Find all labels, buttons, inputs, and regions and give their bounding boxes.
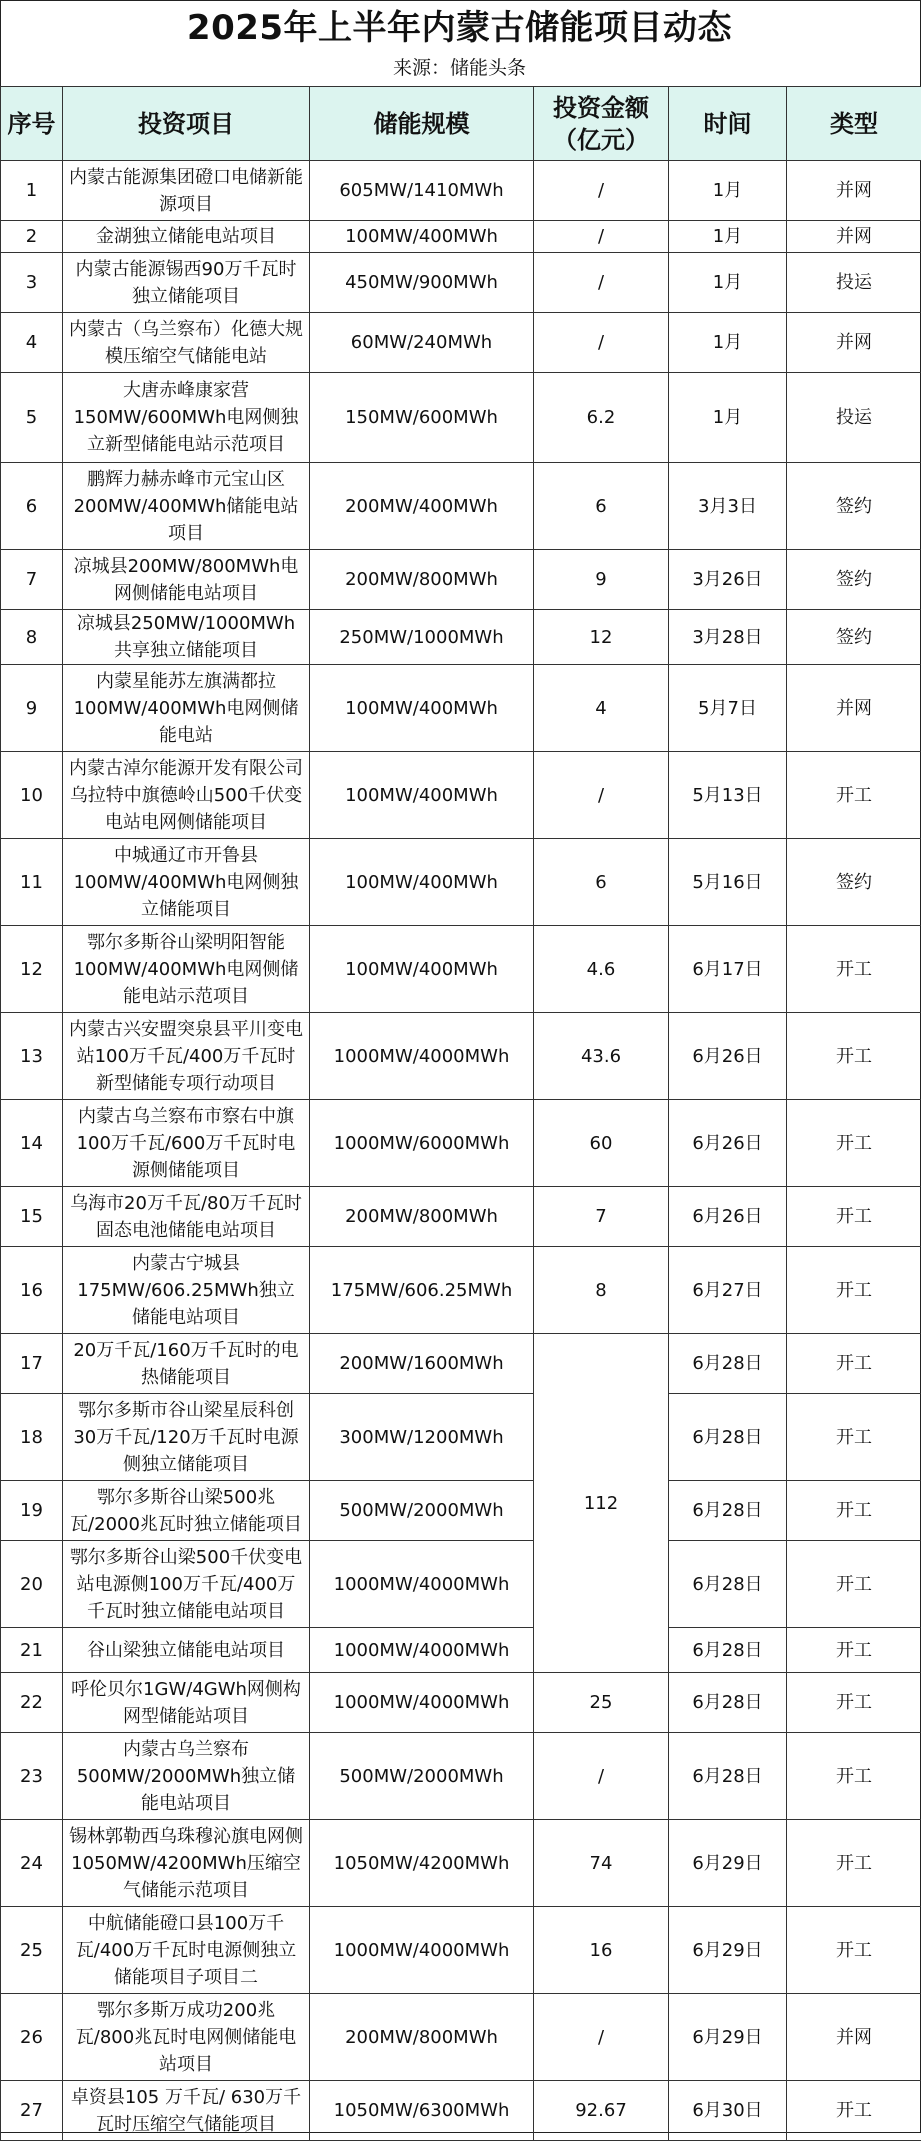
cell-amount: 9 — [534, 550, 669, 610]
cell-amount: 25 — [534, 1673, 669, 1733]
header-no: 序号 — [1, 87, 63, 161]
cell-scale: 100MW/400MWh — [310, 926, 534, 1013]
cell-time: 1月 — [669, 313, 787, 373]
cell-time: 5月13日 — [669, 752, 787, 839]
table-row — [1, 1733, 921, 1820]
cell-no: 27 — [1, 2081, 63, 2141]
cell-scale: 175MW/606.25MWh — [310, 1247, 534, 1334]
header-amount: 投资金额（亿元） — [534, 87, 669, 161]
cell-amount: 60 — [534, 1100, 669, 1187]
cell-project: 20万千瓦/160万千瓦时的电热储能项目 — [63, 1334, 310, 1394]
cell-time: 6月28日 — [669, 1541, 787, 1628]
cell-project: 内蒙古宁城县175MW/606.25MWh独立储能电站项目 — [63, 1247, 310, 1334]
cell-time: 6月28日 — [669, 1673, 787, 1733]
cell-project: 锡林郭勒西乌珠穆沁旗电网侧1050MW/4200MWh压缩空气储能示范项目 — [63, 1820, 310, 1907]
cell-amount: / — [534, 253, 669, 313]
cell-time: 1月 — [669, 373, 787, 463]
cell-scale: 500MW/2000MWh — [310, 1733, 534, 1820]
cell-amount: 6 — [534, 839, 669, 926]
cell-type: 开工 — [787, 1481, 921, 1541]
cell-time: 6月17日 — [669, 926, 787, 1013]
cell-scale: 1000MW/4000MWh — [310, 1013, 534, 1100]
cell-time: 3月28日 — [669, 610, 787, 665]
table-row — [1, 665, 921, 752]
cell-type: 签约 — [787, 550, 921, 610]
cell-scale: 200MW/1600MWh — [310, 1334, 534, 1394]
cell-no: 1 — [1, 161, 63, 221]
table-row — [1, 313, 921, 373]
cell-project: 内蒙星能苏左旗满都拉100MW/400MWh电网侧储能电站 — [63, 665, 310, 752]
cell-project: 呼伦贝尔1GW/4GWh网侧构网型储能站项目 — [63, 1673, 310, 1733]
cell-type: 投运 — [787, 373, 921, 463]
cell-time: 6月28日 — [669, 1334, 787, 1394]
cell-time: 1月 — [669, 253, 787, 313]
table-row — [1, 463, 921, 550]
cell-time: 6月28日 — [669, 1733, 787, 1820]
cell-time: 3月26日 — [669, 550, 787, 610]
cell-project: 凉城县200MW/800MWh电网侧储能电站项目 — [63, 550, 310, 610]
cell-amount: / — [534, 313, 669, 373]
cell-project: 内蒙古淖尔能源开发有限公司乌拉特中旗德岭山500千伏变电站电网侧储能项目 — [63, 752, 310, 839]
cell-amount: 74 — [534, 1820, 669, 1907]
cell-type: 开工 — [787, 1907, 921, 1994]
cell-amount: 4.6 — [534, 926, 669, 1013]
projects-table — [0, 86, 921, 2141]
cell-type: 签约 — [787, 610, 921, 665]
cell-project: 中航储能磴口县100万千瓦/400万千瓦时电源侧独立储能项目子项目二 — [63, 1907, 310, 1994]
cell-scale: 300MW/1200MWh — [310, 1394, 534, 1481]
cell-time: 6月29日 — [669, 1994, 787, 2081]
header-type: 类型 — [787, 87, 921, 161]
table-row — [1, 221, 921, 253]
cell-no: 24 — [1, 1820, 63, 1907]
cell-amount: / — [534, 752, 669, 839]
cell-no: 17 — [1, 1334, 63, 1394]
cell-amount: 8 — [534, 1247, 669, 1334]
cell-no: 18 — [1, 1394, 63, 1481]
cell-type: 开工 — [787, 1334, 921, 1394]
cell-time: 6月28日 — [669, 1481, 787, 1541]
cell-project: 内蒙古（乌兰察布）化德大规模压缩空气储能电站 — [63, 313, 310, 373]
cell-type: 开工 — [787, 1100, 921, 1187]
table-row — [1, 373, 921, 463]
cell-scale: 60MW/240MWh — [310, 313, 534, 373]
cell-project: 内蒙古乌兰察布500MW/2000MWh独立储能电站项目 — [63, 1733, 310, 1820]
cell-project: 内蒙古能源锡西90万千瓦时独立储能项目 — [63, 253, 310, 313]
cell-amount: 4 — [534, 665, 669, 752]
cell-no: 10 — [1, 752, 63, 839]
cell-no: 6 — [1, 463, 63, 550]
cell-scale: 1000MW/4000MWh — [310, 1673, 534, 1733]
cell-amount: 12 — [534, 610, 669, 665]
cell-time: 6月28日 — [669, 1394, 787, 1481]
cell-project: 鄂尔多斯谷山梁明阳智能100MW/400MWh电网侧储能电站示范项目 — [63, 926, 310, 1013]
cell-time: 3月3日 — [669, 463, 787, 550]
table-row — [1, 610, 921, 665]
cell-amount: 6.2 — [534, 373, 669, 463]
cell-type: 开工 — [787, 1013, 921, 1100]
cell-scale: 1050MW/4200MWh — [310, 1820, 534, 1907]
header-time: 时间 — [669, 87, 787, 161]
cell-project: 卓资县105 万千瓦/ 630万千瓦时压缩空气储能项目 — [63, 2081, 310, 2141]
cell-type: 开工 — [787, 1187, 921, 1247]
table-row — [1, 550, 921, 610]
cell-time: 6月29日 — [669, 1820, 787, 1907]
table-row — [1, 1907, 921, 1994]
cell-type: 开工 — [787, 1628, 921, 1673]
cell-no: 3 — [1, 253, 63, 313]
table-row — [1, 1673, 921, 1733]
cell-scale: 150MW/600MWh — [310, 373, 534, 463]
cell-type: 并网 — [787, 313, 921, 373]
cell-type: 开工 — [787, 1394, 921, 1481]
cell-time: 6月27日 — [669, 1247, 787, 1334]
cell-type: 开工 — [787, 1820, 921, 1907]
cell-type: 开工 — [787, 1247, 921, 1334]
cell-type: 并网 — [787, 161, 921, 221]
cell-no: 11 — [1, 839, 63, 926]
cell-amount: 7 — [534, 1187, 669, 1247]
cell-no: 7 — [1, 550, 63, 610]
cell-time: 5月7日 — [669, 665, 787, 752]
cell-project: 鄂尔多斯谷山梁500千伏变电站电源侧100万千瓦/400万千瓦时独立储能电站项目 — [63, 1541, 310, 1628]
cell-type: 开工 — [787, 752, 921, 839]
cell-scale: 200MW/800MWh — [310, 1187, 534, 1247]
cell-no: 25 — [1, 1907, 63, 1994]
cell-scale: 1000MW/6000MWh — [310, 1100, 534, 1187]
cell-scale: 200MW/400MWh — [310, 463, 534, 550]
cell-time: 1月 — [669, 161, 787, 221]
cell-project: 凉城县250MW/1000MWh共享独立储能项目 — [63, 610, 310, 665]
cell-amount: 43.6 — [534, 1013, 669, 1100]
cell-scale: 100MW/400MWh — [310, 665, 534, 752]
cell-type: 开工 — [787, 1673, 921, 1733]
table-row — [1, 1334, 921, 1394]
cell-type: 开工 — [787, 1541, 921, 1628]
cell-project: 金湖独立储能电站项目 — [63, 221, 310, 253]
table-row — [1, 1994, 921, 2081]
cell-amount: / — [534, 161, 669, 221]
cell-no: 23 — [1, 1733, 63, 1820]
cell-no: 21 — [1, 1628, 63, 1673]
page-title: 2025年上半年内蒙古储能项目动态 — [0, 0, 919, 52]
cell-no: 20 — [1, 1541, 63, 1628]
source-line: 来源：储能头条 — [0, 50, 919, 86]
cell-no: 8 — [1, 610, 63, 665]
cell-type: 开工 — [787, 1733, 921, 1820]
cell-project: 鄂尔多斯万成功200兆瓦/800兆瓦时电网侧储能电站项目 — [63, 1994, 310, 2081]
cell-type: 签约 — [787, 839, 921, 926]
table-row — [1, 1247, 921, 1334]
header-scale: 储能规模 — [310, 87, 534, 161]
cell-time: 5月16日 — [669, 839, 787, 926]
cell-scale: 500MW/2000MWh — [310, 1481, 534, 1541]
table-row — [1, 752, 921, 839]
cell-scale: 605MW/1410MWh — [310, 161, 534, 221]
cell-time: 6月30日 — [669, 2081, 787, 2141]
cell-type: 投运 — [787, 253, 921, 313]
cell-project: 内蒙古能源集团磴口电储新能源项目 — [63, 161, 310, 221]
cell-amount: / — [534, 221, 669, 253]
cell-project: 内蒙古兴安盟突泉县平川变电站100万千瓦/400万千瓦时新型储能专项行动项目 — [63, 1013, 310, 1100]
cell-no: 4 — [1, 313, 63, 373]
table-row — [1, 1820, 921, 1907]
cell-no: 13 — [1, 1013, 63, 1100]
cell-type: 并网 — [787, 665, 921, 752]
cell-project: 乌海市20万千瓦/80万千瓦时固态电池储能电站项目 — [63, 1187, 310, 1247]
cell-time: 6月26日 — [669, 1100, 787, 1187]
cell-no: 2 — [1, 221, 63, 253]
cell-scale: 200MW/800MWh — [310, 1994, 534, 2081]
cell-scale: 1000MW/4000MWh — [310, 1541, 534, 1628]
cell-project: 中城通辽市开鲁县100MW/400MWh电网侧独立储能项目 — [63, 839, 310, 926]
cell-no: 26 — [1, 1994, 63, 2081]
cell-type: 开工 — [787, 2081, 921, 2141]
cell-scale: 450MW/900MWh — [310, 253, 534, 313]
header-project: 投资项目 — [63, 87, 310, 161]
table-row — [1, 1628, 921, 1673]
table-row — [1, 253, 921, 313]
table-row — [1, 1013, 921, 1100]
cell-amount: / — [534, 1994, 669, 2081]
cell-scale: 1000MW/4000MWh — [310, 1628, 534, 1673]
cell-type: 并网 — [787, 221, 921, 253]
cell-type: 并网 — [787, 1994, 921, 2081]
cell-time: 6月26日 — [669, 1187, 787, 1247]
cell-project: 大唐赤峰康家营150MW/600MWh电网侧独立新型储能电站示范项目 — [63, 373, 310, 463]
cell-amount: 6 — [534, 463, 669, 550]
cell-no: 5 — [1, 373, 63, 463]
cell-project: 鄂尔多斯谷山梁500兆瓦/2000兆瓦时独立储能项目 — [63, 1481, 310, 1541]
cell-scale: 100MW/400MWh — [310, 752, 534, 839]
cell-no: 22 — [1, 1673, 63, 1733]
cell-amount: 92.67 — [534, 2081, 669, 2141]
cell-time: 6月29日 — [669, 1907, 787, 1994]
table-row — [1, 1541, 921, 1628]
cell-project: 谷山梁独立储能电站项目 — [63, 1628, 310, 1673]
table-row — [1, 839, 921, 926]
table-row — [1, 161, 921, 221]
cell-scale: 200MW/800MWh — [310, 550, 534, 610]
cell-scale: 1000MW/4000MWh — [310, 1907, 534, 1994]
cell-no: 14 — [1, 1100, 63, 1187]
table-row — [1, 1187, 921, 1247]
cell-no: 19 — [1, 1481, 63, 1541]
table-row — [1, 926, 921, 1013]
cell-no: 9 — [1, 665, 63, 752]
cell-scale: 1050MW/6300MWh — [310, 2081, 534, 2141]
cell-time: 6月26日 — [669, 1013, 787, 1100]
cell-type: 开工 — [787, 926, 921, 1013]
cell-no: 16 — [1, 1247, 63, 1334]
table-row — [1, 1481, 921, 1541]
cell-type: 签约 — [787, 463, 921, 550]
table-row — [1, 2081, 921, 2141]
header-row — [1, 87, 921, 161]
cell-project: 鹏辉力赫赤峰市元宝山区200MW/400MWh储能电站项目 — [63, 463, 310, 550]
table-row — [1, 1394, 921, 1481]
cell-no: 15 — [1, 1187, 63, 1247]
cell-scale: 250MW/1000MWh — [310, 610, 534, 665]
cell-project: 鄂尔多斯市谷山梁星辰科创30万千瓦/120万千瓦时电源侧独立储能项目 — [63, 1394, 310, 1481]
cell-no: 12 — [1, 926, 63, 1013]
cell-project: 内蒙古乌兰察布市察右中旗100万千瓦/600万千瓦时电源侧储能项目 — [63, 1100, 310, 1187]
cell-scale: 100MW/400MWh — [310, 839, 534, 926]
table-row — [1, 1100, 921, 1187]
cell-amount: 112 — [534, 1334, 669, 1673]
cell-time: 1月 — [669, 221, 787, 253]
cell-time: 6月28日 — [669, 1628, 787, 1673]
cell-scale: 100MW/400MWh — [310, 221, 534, 253]
cell-amount: 16 — [534, 1907, 669, 1994]
cell-amount: / — [534, 1733, 669, 1820]
